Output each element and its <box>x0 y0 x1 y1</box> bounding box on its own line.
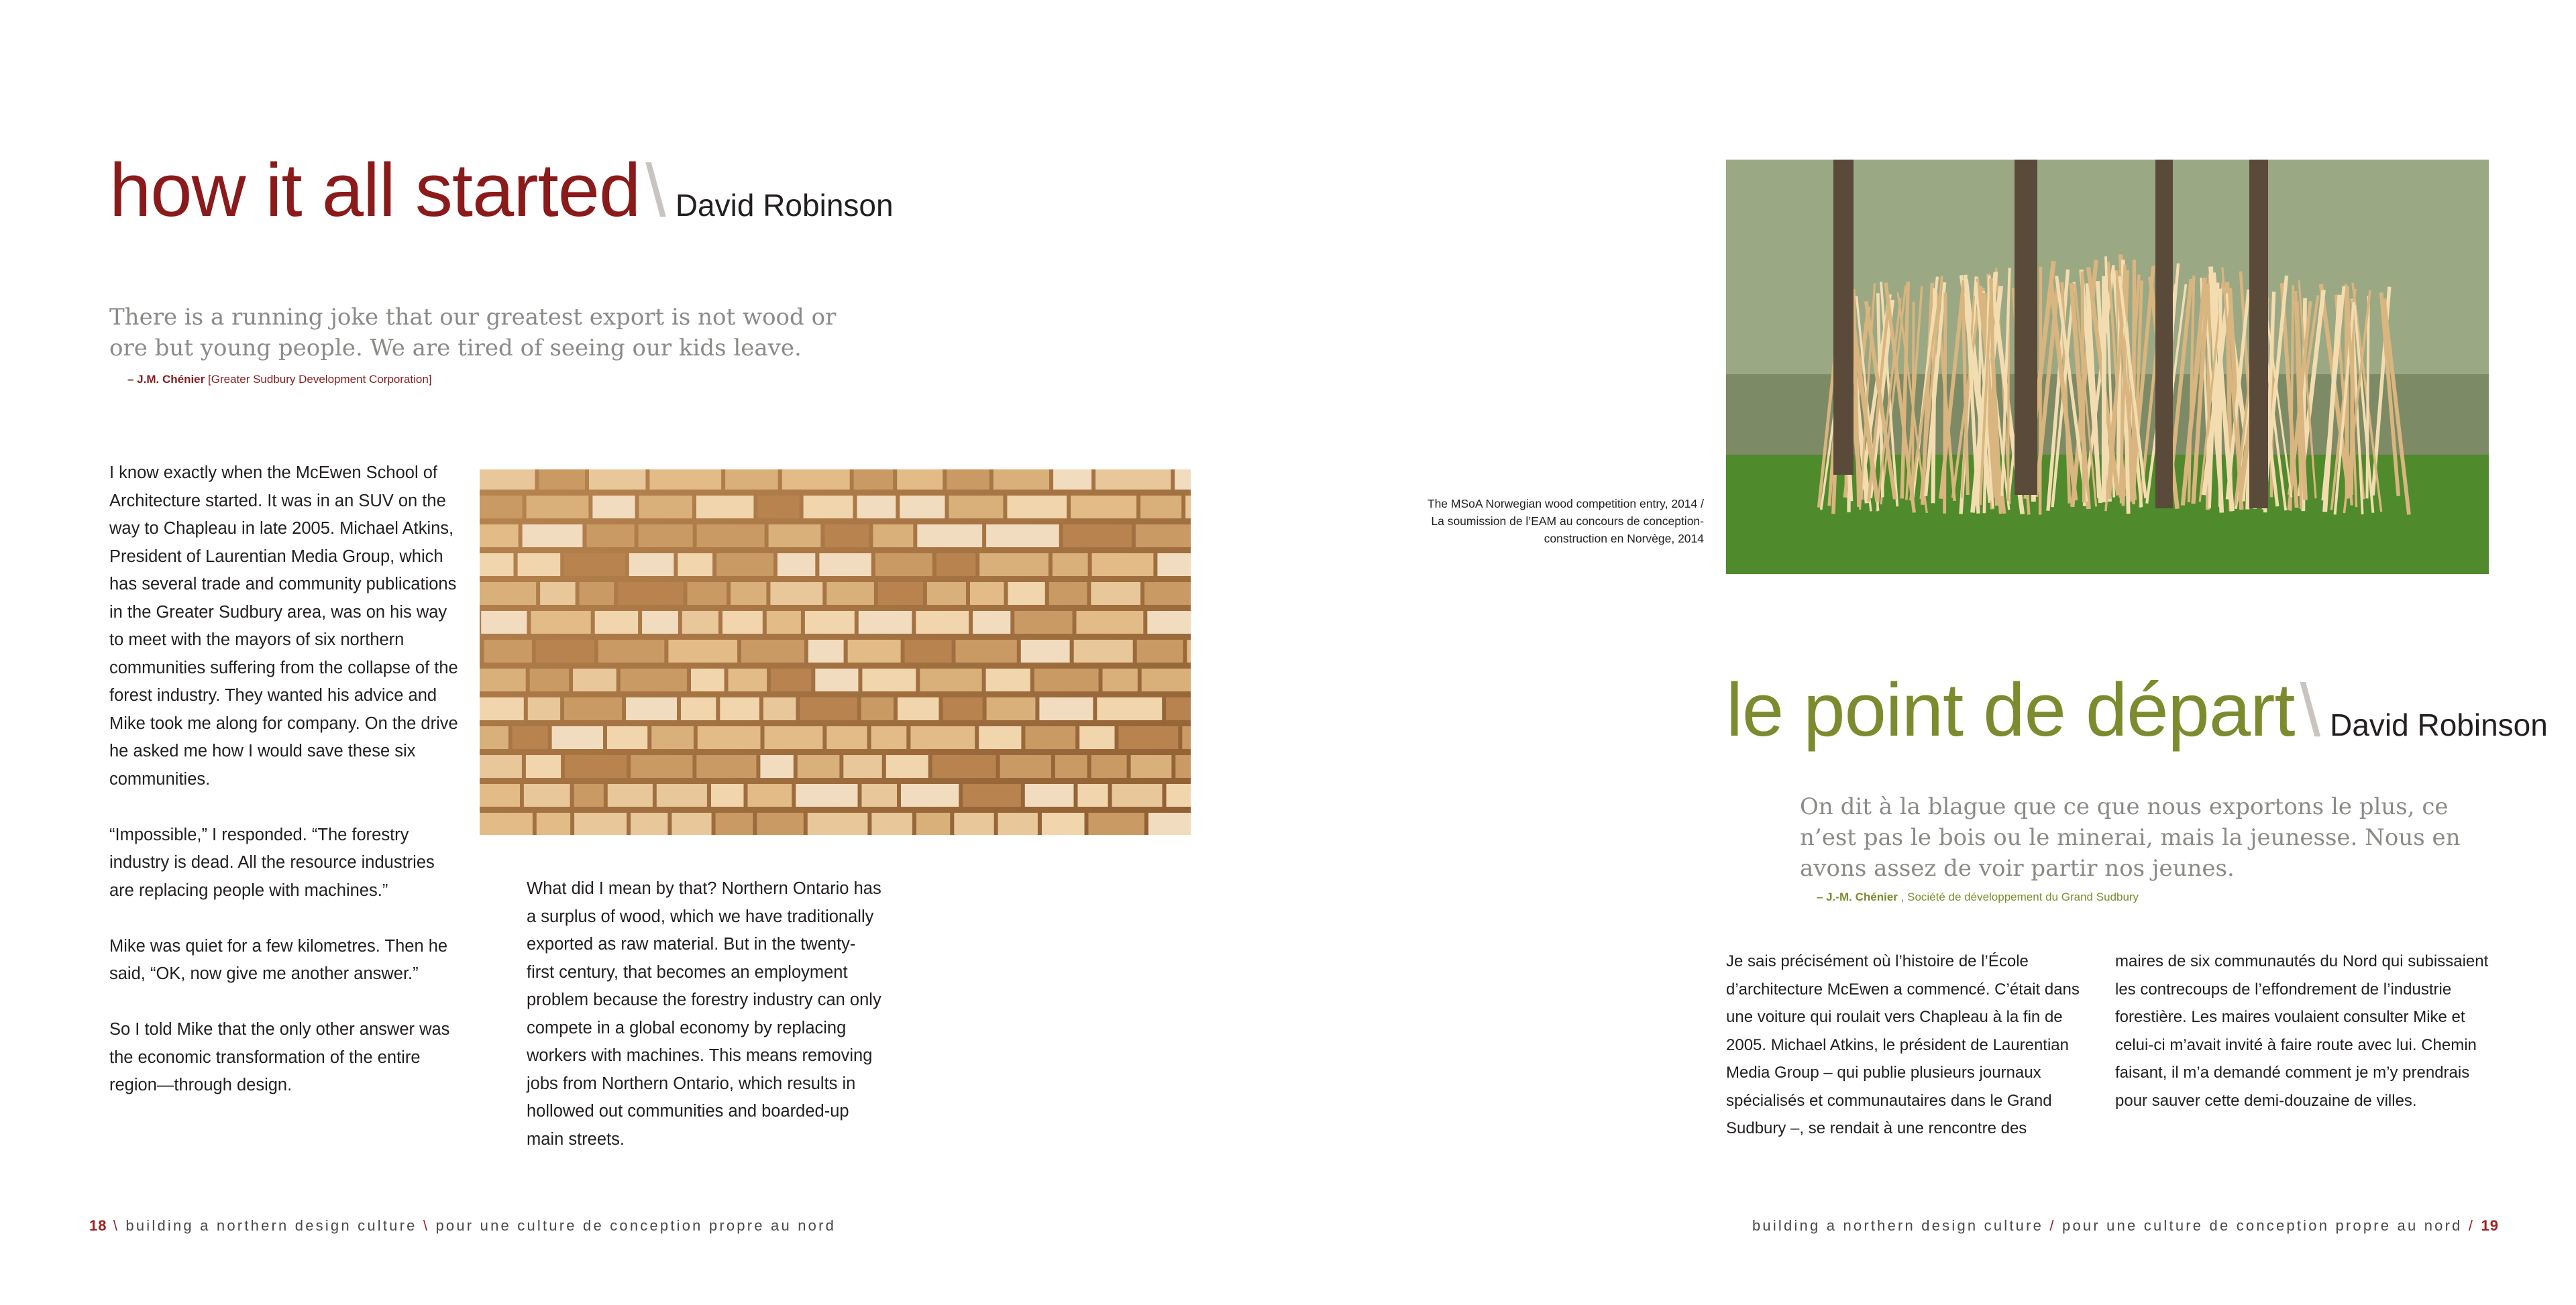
lumber-board <box>574 813 627 835</box>
lumber-board <box>618 582 683 605</box>
lumber-board <box>1119 726 1179 749</box>
lumber-stack-photo <box>480 469 1191 835</box>
lumber-board <box>798 755 840 778</box>
paragraph: Mike was quiet for a few kilometres. Then he said, “OK, now give me another answer.” <box>109 936 448 983</box>
lumber-board <box>1079 726 1114 749</box>
lumber-board <box>927 582 966 605</box>
page-number: 19 <box>2481 1217 2499 1234</box>
lumber-board <box>678 553 712 576</box>
lumber-board <box>757 496 799 518</box>
lumber-board <box>1157 553 1191 576</box>
quote-attribution <box>127 372 432 387</box>
lumber-board <box>769 524 821 547</box>
lumber-board <box>979 553 1049 576</box>
photo-caption <box>1301 495 1704 547</box>
lumber-board <box>871 726 907 749</box>
lumber-board <box>1025 726 1075 749</box>
caption-line: La soumission de l’EAM au concours de conception- <box>1431 514 1704 528</box>
lumber-board <box>598 640 665 663</box>
lumber-board <box>901 784 959 807</box>
lumber-board <box>539 469 585 490</box>
lumber-board <box>484 640 532 663</box>
lumber-board <box>592 496 635 518</box>
pavilion-stick <box>1913 302 1914 500</box>
quote-attribution <box>1817 890 2139 905</box>
paragraph: “Impossible,” I responded. “The forestry industry is dead. All the resource industries are replacing people with machines.” <box>109 825 435 900</box>
lumber-board <box>639 524 693 547</box>
body-column-1: Je sais précisément où l’histoire de l’École d’architecture McEwen a commencé. C’était dans une voiture qui roulait vers Chapleau à la fin de 2005. Michael Atkins, le président de Laurentian Media Group – qui publie plusieurs journaux spécialisés et communautaires dans le Grand Sudbury –, se rendait à une rencontre des <box>1726 952 2080 1137</box>
lumber-board <box>716 813 753 835</box>
lumber-board <box>651 726 694 749</box>
lumber-board <box>808 813 868 835</box>
lumber-board <box>595 611 638 634</box>
lumber-board <box>986 524 1059 547</box>
footer-title-en: building a northern design culture <box>125 1217 417 1234</box>
lumber-board <box>1078 784 1108 807</box>
lumber-board <box>848 640 901 663</box>
lumber-board <box>1053 469 1091 490</box>
lumber-board <box>672 813 711 835</box>
pavilion-stick <box>2134 260 2135 499</box>
lumber-board <box>1142 669 1191 691</box>
lumber-board <box>518 553 561 576</box>
lumber-board <box>513 726 548 749</box>
lumber-board <box>1095 469 1171 490</box>
lumber-board <box>1137 640 1183 663</box>
left-footer <box>89 1217 836 1235</box>
lumber-board <box>857 496 896 518</box>
lumber-board <box>1144 582 1191 605</box>
lumber-board <box>954 813 994 835</box>
lumber-board <box>900 496 945 518</box>
lumber-board <box>871 813 912 835</box>
lumber-board <box>720 697 759 720</box>
lumber-board <box>528 697 560 720</box>
lumber-board <box>1063 524 1132 547</box>
lumber-board <box>657 784 707 807</box>
lumber-board <box>1103 669 1138 691</box>
footer-separator: / <box>2049 1217 2056 1234</box>
lumber-board <box>777 553 815 576</box>
lumber-board <box>1014 611 1072 634</box>
lumber-board <box>1053 553 1088 576</box>
lumber-board <box>608 784 653 807</box>
lumber-board <box>574 784 604 807</box>
lumber-board <box>711 784 744 807</box>
right-footer <box>1752 1217 2499 1235</box>
lumber-board <box>639 496 692 518</box>
lumber-board <box>1175 755 1191 778</box>
lumber-board <box>524 784 570 807</box>
lumber-board <box>480 726 508 749</box>
lumber-board <box>741 640 804 663</box>
lumber-board <box>642 611 678 634</box>
lumber-board <box>1077 611 1144 634</box>
lumber-board <box>564 697 622 720</box>
lumber-board <box>629 553 674 576</box>
author-name: David Robinson <box>675 188 894 223</box>
lumber-board <box>540 582 576 605</box>
lumber-board <box>998 813 1038 835</box>
lumber-board <box>681 697 716 720</box>
lumber-board <box>1092 553 1154 576</box>
lumber-board <box>565 755 627 778</box>
lumber-board <box>480 669 526 691</box>
lumber-board <box>480 496 523 518</box>
lumber-board <box>1071 496 1136 518</box>
lumber-board <box>898 697 939 720</box>
lumber-board <box>1021 640 1070 663</box>
page-number: 18 <box>89 1217 107 1234</box>
lumber-board <box>1147 611 1191 634</box>
wood-pavilion-illustration <box>1726 160 2489 574</box>
lumber-board <box>916 813 950 835</box>
lumber-board <box>973 611 1010 634</box>
lumber-board <box>621 669 687 691</box>
lumber-board <box>631 755 692 778</box>
lumber-board <box>910 726 975 749</box>
pull-quote: There is a running joke that our greatest export is not wood or ore but young people. We are tired of seeing our kids leave. <box>109 304 837 361</box>
lumber-board <box>1039 697 1093 720</box>
lumber-board <box>696 755 756 778</box>
footer-separator: / <box>2468 1217 2475 1234</box>
lumber-board <box>698 726 761 749</box>
lumber-board <box>1148 813 1191 835</box>
attrib-name: – J.-M. Chénier <box>1817 891 1898 903</box>
lumber-board <box>970 582 1004 605</box>
lumber-board <box>725 469 778 490</box>
lumber-board <box>688 582 727 605</box>
lumber-board <box>956 640 1017 663</box>
lumber-board <box>531 611 590 634</box>
page-title: how it all started <box>109 148 641 232</box>
lumber-board <box>480 813 533 835</box>
lumber-board <box>1034 669 1099 691</box>
lumber-board <box>480 755 522 778</box>
footer-separator: \ <box>423 1217 430 1234</box>
lumber-board <box>917 524 982 547</box>
title-slash: \ <box>645 150 666 232</box>
lumber-stack-illustration <box>480 469 1191 835</box>
lumber-board <box>722 611 763 634</box>
lumber-board <box>1185 496 1191 518</box>
lumber-board <box>1187 640 1191 663</box>
lumber-board <box>763 697 796 720</box>
lumber-board <box>815 669 858 691</box>
lumber-board <box>859 611 912 634</box>
lumber-board <box>1167 784 1191 807</box>
lumber-board <box>875 553 932 576</box>
lumber-board <box>854 469 894 490</box>
lumber-board <box>843 755 881 778</box>
lumber-board <box>987 697 1036 720</box>
lumber-board <box>1097 697 1162 720</box>
footer-title-fr: pour une culture de conception propre au nord <box>2062 1217 2463 1234</box>
lumber-board <box>1175 469 1191 490</box>
lumber-board <box>1136 524 1191 547</box>
lumber-board <box>808 640 844 663</box>
right-title-row <box>1726 668 2548 752</box>
lumber-board <box>697 524 765 547</box>
lumber-board <box>796 784 857 807</box>
title-slash: \ <box>2300 669 2321 752</box>
lumber-board <box>1112 784 1163 807</box>
lumber-board <box>760 755 793 778</box>
lumber-board <box>480 469 535 490</box>
paragraph: So I told Mike that the only other answer was the economic transformation of the entire region—through design. <box>109 1020 450 1094</box>
lumber-board <box>819 553 871 576</box>
lumber-board <box>916 611 969 634</box>
lumber-board <box>523 524 583 547</box>
lumber-board <box>607 726 647 749</box>
lumber-board <box>536 640 594 663</box>
lumber-board <box>526 755 561 778</box>
lumber-board <box>936 553 976 576</box>
lumber-board <box>748 784 792 807</box>
body-column-2: What did I mean by that? Northern Ontario has a surplus of wood, which we have traditionally exported as raw material. But in the twenty-first century, that becomes an employment problem because the forestry industry can only compete in a global economy by replacing workers with machines. This means removing jobs from Northern Ontario, which results in hollowed out communities and boarded-up main streets. <box>527 879 881 1149</box>
lumber-board <box>805 611 855 634</box>
lumber-board <box>573 669 616 691</box>
lumber-board <box>920 669 981 691</box>
body-column-2: maires de six communautés du Nord qui subissaient les contrecoups de l’effondrement de l’industrie forestière. Les maires voulaient consulter Mike et celui-ci m’avait invité à faire route avec lui. Chemin faisant, il m’a demandé comment je m’y prendrais pour sauver cette demi-douzaine de villes. <box>2115 952 2489 1110</box>
lumber-board <box>716 553 773 576</box>
lumber-board <box>824 524 869 547</box>
lumber-board <box>1131 755 1172 778</box>
lumber-board <box>826 726 867 749</box>
lumber-board <box>530 669 569 691</box>
lumber-board <box>878 582 923 605</box>
lumber-board <box>480 582 536 605</box>
lumber-board <box>765 726 823 749</box>
caption-line: construction en Norvège, 2014 <box>1544 532 1704 545</box>
lumber-board <box>905 640 952 663</box>
lumber-board <box>886 755 928 778</box>
wood-pavilion-photo <box>1726 160 2489 574</box>
lumber-board <box>1091 582 1140 605</box>
lumber-board <box>696 496 753 518</box>
lumber-board <box>649 469 721 490</box>
lumber-board <box>949 496 1004 518</box>
footer-title-fr: pour une culture de conception propre au nord <box>435 1217 837 1234</box>
lumber-board <box>589 469 645 490</box>
footer-separator: \ <box>113 1217 120 1234</box>
lumber-board <box>947 469 989 490</box>
lumber-board <box>1042 813 1085 835</box>
lumber-board <box>552 726 603 749</box>
lumber-board <box>729 669 767 691</box>
lumber-board <box>626 697 677 720</box>
lumber-board <box>943 697 983 720</box>
lumber-board <box>537 813 570 835</box>
lumber-board <box>1007 496 1067 518</box>
lumber-board <box>826 582 874 605</box>
lumber-board <box>979 726 1021 749</box>
lumber-board <box>527 496 589 518</box>
lumber-board <box>587 524 635 547</box>
lumber-board <box>873 524 913 547</box>
lumber-board <box>862 669 916 691</box>
left-title-row <box>109 148 894 232</box>
lumber-board <box>767 611 801 634</box>
lumber-board <box>861 697 894 720</box>
lumber-board <box>757 813 803 835</box>
lumber-board <box>800 697 857 720</box>
lumber-board <box>480 524 519 547</box>
lumber-board <box>1140 496 1181 518</box>
lumber-board <box>994 469 1049 490</box>
lumber-board <box>862 784 898 807</box>
lumber-board <box>1025 784 1074 807</box>
lumber-board <box>480 697 524 720</box>
lumber-board <box>668 640 737 663</box>
lumber-board <box>771 669 811 691</box>
page-title: le point de départ <box>1726 668 2295 752</box>
pavilion-stick <box>2040 267 2041 515</box>
lumber-board <box>480 553 514 576</box>
lumber-board <box>1000 755 1051 778</box>
lumber-board <box>897 469 943 490</box>
lumber-board <box>770 582 822 605</box>
lumber-board <box>481 611 527 634</box>
lumber-board <box>804 496 853 518</box>
caption-line: The MSoA Norwegian wood competition entry, 2014 / <box>1427 497 1704 510</box>
lumber-board <box>1008 582 1045 605</box>
lumber-board <box>682 611 718 634</box>
lumber-board <box>1166 697 1191 720</box>
paragraph: I know exactly when the McEwen School of Architecture started. It was in an SUV on the way to Chapleau in late 2005. Michael Atkins, President of Laurentian Media Group, which has several trade and community publications in the Greater Sudbury area, was on his way to meet with the mayors of six northern communities suffering from the collapse of the forest industry. They wanted his advice and Mike took me along for company. On the drive he asked me how I would save these six communities. <box>109 463 458 789</box>
lumber-board <box>480 784 520 807</box>
pull-quote: On dit à la blague que ce que nous exportons le plus, ce n’est pas le bois ou le minerai, mais la jeunesse. Nous en avons assez de voir partir nos jeunes. <box>1800 793 2461 882</box>
attrib-org: , Société de développement du Grand Sudbury <box>1900 891 2139 903</box>
lumber-board <box>1055 755 1087 778</box>
footer-title-en: building a northern design culture <box>1752 1217 2044 1234</box>
lumber-board <box>986 669 1030 691</box>
lumber-board <box>580 582 614 605</box>
lumber-board <box>691 669 724 691</box>
lumber-board <box>1074 640 1133 663</box>
lumber-board <box>963 784 1021 807</box>
attrib-name: – J.M. Chénier <box>127 373 205 386</box>
body-column-1 <box>109 459 458 1127</box>
lumber-board <box>1049 582 1087 605</box>
lumber-board <box>932 755 996 778</box>
lumber-board <box>564 553 625 576</box>
lumber-board <box>731 582 766 605</box>
lumber-board <box>1089 813 1144 835</box>
lumber-board <box>1091 755 1127 778</box>
lumber-board <box>1182 726 1191 749</box>
pavilion-stick <box>2082 272 2084 503</box>
attrib-org: [Greater Sudbury Development Corporation] <box>208 373 432 386</box>
lumber-board <box>782 469 850 490</box>
author-name: David Robinson <box>2330 707 2548 742</box>
lumber-board <box>631 813 667 835</box>
